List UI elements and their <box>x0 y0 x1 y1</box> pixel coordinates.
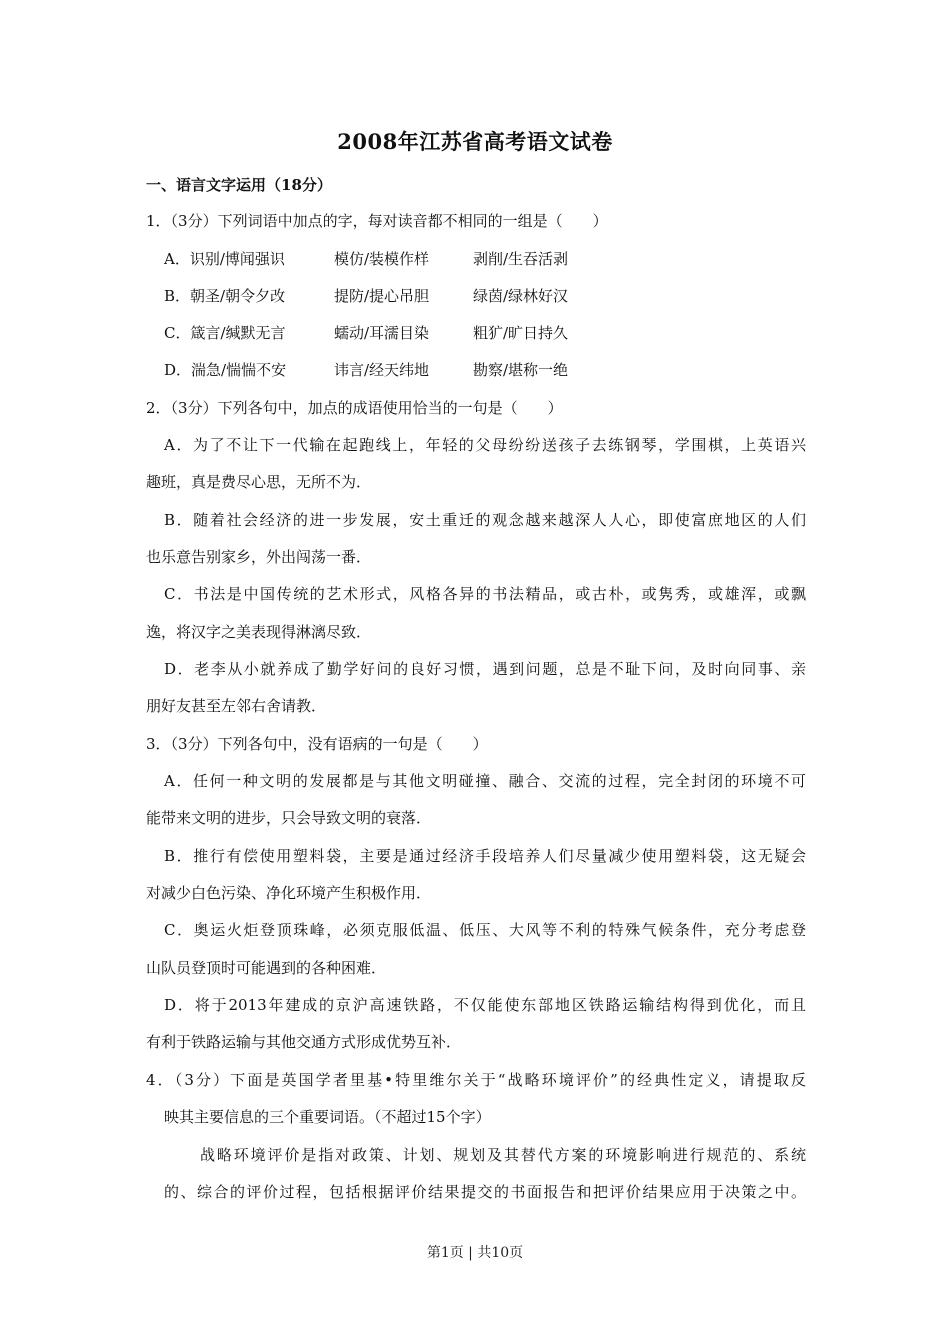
question-2-option-b: B．随着社会经济的进一步发展，安土重迁的观念越来越深人人心，即使富庶地区的人们 <box>164 511 806 529</box>
option-text: B．朝圣/朝令夕改 <box>164 287 286 305</box>
question-2-option-c-cont: 逸，将汉字之美表现得淋漓尽致． <box>146 623 372 641</box>
option-text: 蠕动/耳濡目染 <box>334 324 430 342</box>
option-text: A．识别/博闻强识 <box>164 250 285 268</box>
question-3-option-d: D．将于2013年建成的京沪高速铁路，不仅能使东部地区铁路运输结构得到优化，而且 <box>164 996 806 1014</box>
page-footer: 第1页 | 共10页 <box>426 1245 524 1261</box>
question-4-stem: 4．（3分）下面是英国学者里基•特里维尔关于“战略环境评价”的经典性定义，请提取反 <box>146 1071 806 1089</box>
option-text: 提防/提心吊胆 <box>334 287 430 305</box>
question-3-option-c-cont: 山队员登顶时可能遇到的各种困难． <box>146 959 387 977</box>
option-text: 模仿/装模作样 <box>334 250 430 268</box>
section-heading: 一、语言文字运用（18分） <box>146 176 332 194</box>
option-text: D．湍急/惴惴不安 <box>164 361 287 379</box>
option-text: 勘察/堪称一绝 <box>473 361 569 379</box>
option-text: 绿茵/绿林好汉 <box>473 287 569 305</box>
question-1-stem: 1．（3分）下列词语中加点的字，每对读音都不相同的一组是（ ） <box>146 212 608 230</box>
question-4-passage: 战略环境评价是指对政策、计划、规划及其替代方案的环境影响进行规范的、系统 <box>200 1146 806 1164</box>
question-3-option-b: B．推行有偿使用塑料袋，主要是通过经济手段培养人们尽量减少使用塑料袋，这无疑会 <box>164 847 806 865</box>
question-2-option-b-cont: 也乐意告别家乡，外出闯荡一番． <box>146 548 372 566</box>
question-3-option-a-cont: 能带来文明的进步，只会导致文明的衰落． <box>146 809 432 827</box>
question-2-option-a: A．为了不让下一代输在起跑线上，年轻的父母纷纷送孩子去练钢琴，学围棋，上英语兴 <box>164 436 806 454</box>
question-2-option-d-cont: 朋好友甚至左邻右舍请教． <box>146 697 327 715</box>
question-2-option-d: D．老李从小就养成了勤学好问的良好习惯，遇到问题，总是不耻下问，及时向同事、亲 <box>164 660 806 678</box>
question-2-option-c: C．书法是中国传统的艺术形式，风格各异的书法精品，或古朴，或隽秀，或雄浑，或飘 <box>164 585 806 603</box>
option-text: 讳言/经天纬地 <box>334 361 430 379</box>
question-3-option-c: C．奥运火炬登顶珠峰，必须克服低温、低压、大风等不利的特殊气候条件，充分考虑登 <box>164 921 806 939</box>
option-text: 剥削/生吞活剥 <box>473 250 569 268</box>
question-3-option-a: A．任何一种文明的发展都是与其他文明碰撞、融合、交流的过程，完全封闭的环境不可 <box>164 772 806 790</box>
question-2-stem: 2．（3分）下列各句中，加点的成语使用恰当的一句是（ ） <box>146 399 563 417</box>
question-3-stem: 3．（3分）下列各句中，没有语病的一句是（ ） <box>146 735 488 753</box>
option-text: 粗犷/旷日持久 <box>473 324 569 342</box>
question-4-stem-cont: 映其主要信息的三个重要词语。（不超过15个字） <box>164 1108 491 1126</box>
question-2-option-a-cont: 趣班，真是费尽心思，无所不为． <box>146 473 372 491</box>
question-3-option-d-cont: 有利于铁路运输与其他交通方式形成优势互补． <box>146 1033 462 1051</box>
page-title: 2008年江苏省高考语文试卷 <box>337 129 613 154</box>
question-4-passage-cont: 的、综合的评价过程，包括根据评价结果提交的书面报告和把评价结果应用于决策之中。 <box>164 1183 806 1201</box>
option-text: C．箴言/缄默无言 <box>164 324 286 342</box>
question-3-option-b-cont: 对减少白色污染、净化环境产生积极作用． <box>146 884 432 902</box>
